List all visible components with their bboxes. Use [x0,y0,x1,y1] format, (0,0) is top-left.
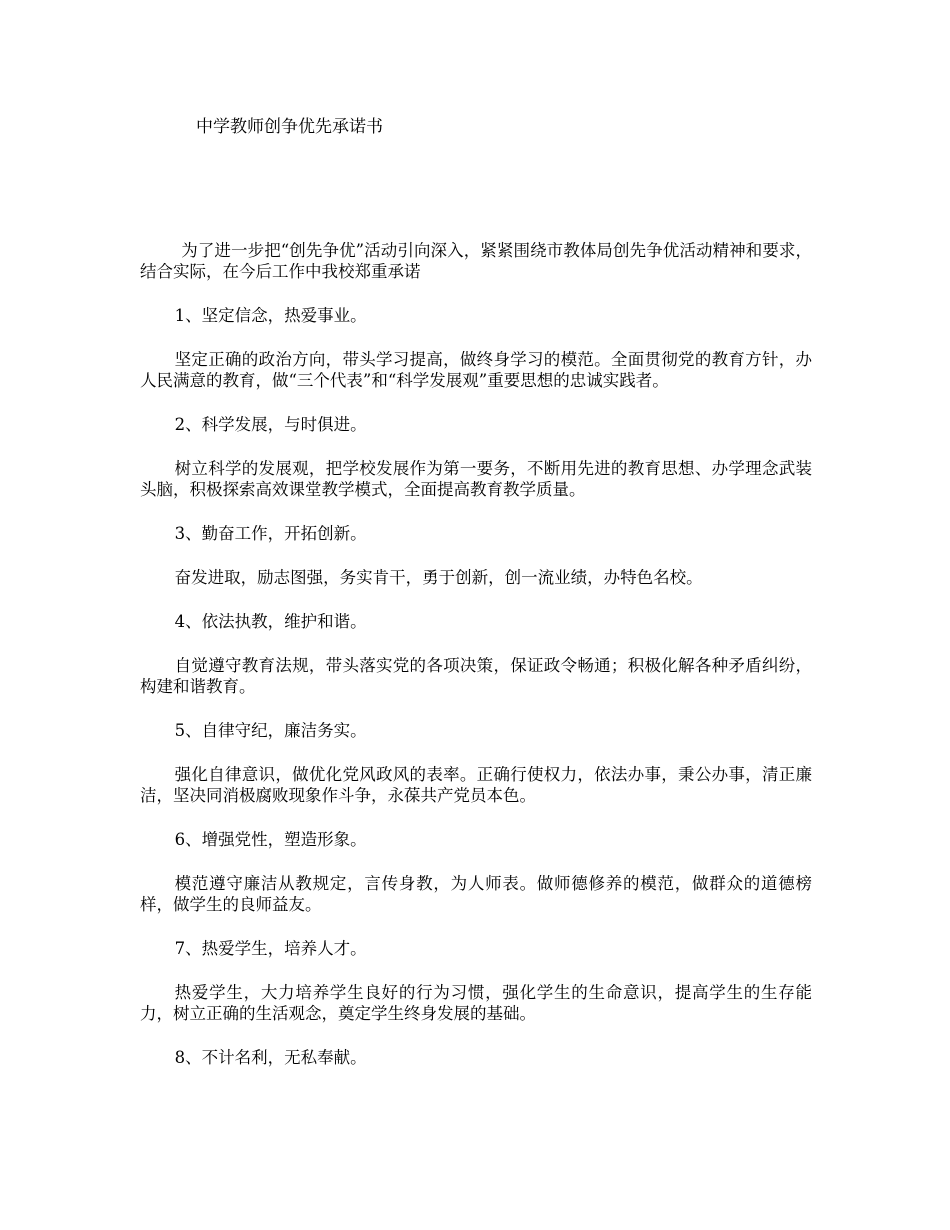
intro-paragraph: 为了进一步把“创先争优”活动引向深入，紧紧围绕市教体局创先争优活动精神和要求，结合实际，在今后工作中我校郑重承诺 [140,241,812,281]
item-heading-1: 1、坚定信念，热爱事业。 [174,306,367,325]
item-heading-3: 3、勤奋工作，开拓创新。 [174,524,367,543]
item-heading-7: 7、热爱学生，培养人才。 [174,939,367,958]
item-heading-2: 2、科学发展，与时俱进。 [174,415,367,434]
item-text-5: 强化自律意识，做优化党风政风的表率。正确行使权力，依法办事，秉公办事，清正廉洁，坚决同消极腐败现象作斗争，永葆共产党员本色。 [140,765,812,805]
item-text-2: 树立科学的发展观，把学校发展作为第一要务，不断用先进的教育思想、办学理念武装头脑，积极探索高效课堂教学模式，全面提高教育教学质量。 [140,459,812,499]
item-text-6: 模范遵守廉洁从教规定，言传身教，为人师表。做师德修养的模范，做群众的道德榜样，做学生的良师益友。 [140,874,812,914]
item-heading-6: 6、增强党性，塑造形象。 [174,830,367,849]
item-heading-5: 5、自律守纪，廉洁务实。 [174,721,367,740]
item-heading-4: 4、依法执教，维护和谐。 [174,612,367,631]
item-text-7: 热爱学生，大力培养学生良好的行为习惯，强化学生的生命意识，提高学生的生存能力，树立正确的生活观念，奠定学生终身发展的基础。 [140,983,812,1023]
item-text-1: 坚定正确的政治方向，带头学习提高，做终身学习的模范。全面贯彻党的教育方针，办人民满意的教育，做“三个代表”和“科学发展观”重要思想的忠诚实践者。 [140,350,812,390]
document-title: 中学教师创争优先承诺书 [196,117,383,137]
item-heading-8: 8、不计名利，无私奉献。 [174,1048,367,1067]
item-text-4: 自觉遵守教育法规，带头落实党的各项决策，保证政令畅通；积极化解各种矛盾纠纷，构建和谐教育。 [140,656,812,696]
document-body [140,240,812,1091]
item-text-3: 奋发进取，励志图强，务实肯干，勇于创新，创一流业绩，办特色名校。 [174,568,703,587]
